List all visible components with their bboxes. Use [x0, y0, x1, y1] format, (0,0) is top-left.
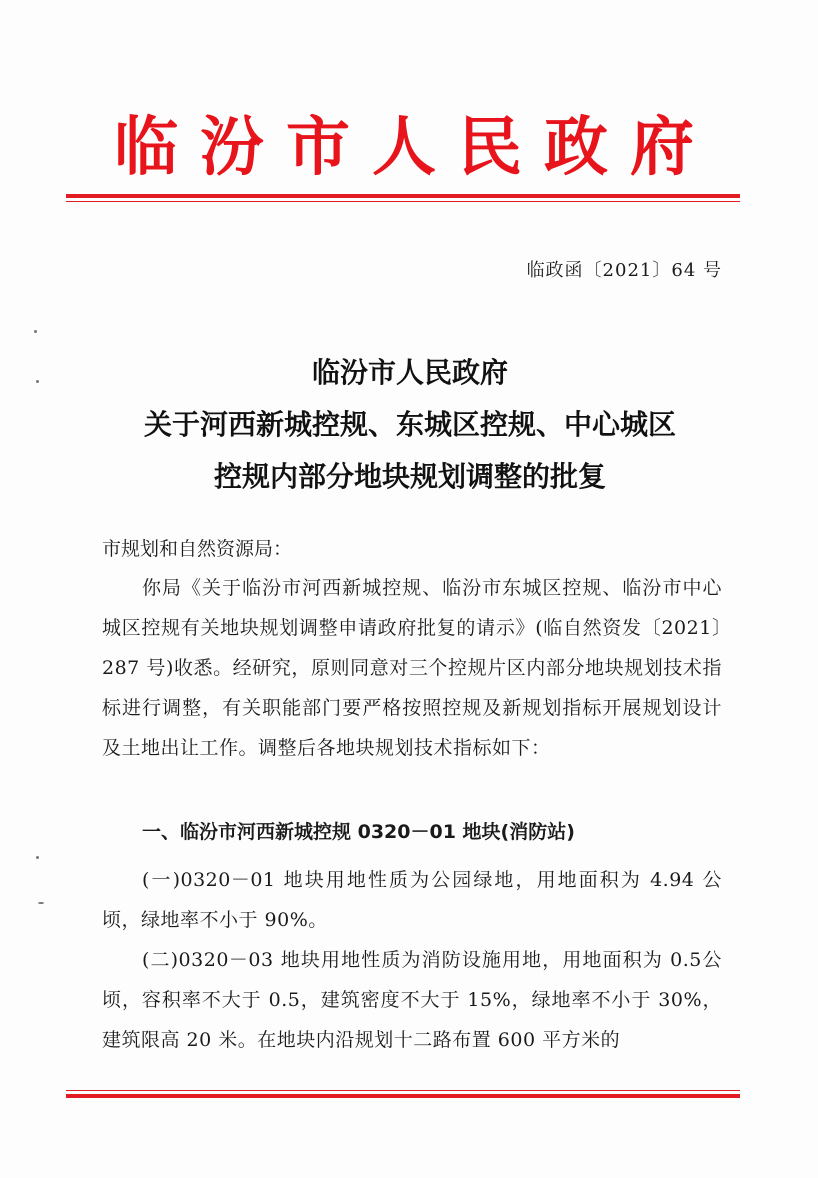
- masthead-red-rule: [66, 194, 740, 198]
- scan-speck: [38, 902, 44, 904]
- item-paragraph-1: (一)0320－01 地块用地性质为公园绿地，用地面积为 4.94 公顷，绿地率不小于 90%。: [102, 869, 722, 931]
- footer-red-rule-thin: [66, 1090, 740, 1091]
- masthead-org-name: 临汾市人民政府: [114, 110, 716, 185]
- section-heading-1: 一、临汾市河西新城控规 0320－01 地块(消防站): [142, 821, 575, 843]
- title-line-2: 关于河西新城控规、东城区控规、中心城区: [143, 408, 676, 441]
- title-line-1: 临汾市人民政府: [311, 356, 508, 389]
- title-line-3: 控规内部分地块规划调整的批复: [213, 460, 606, 493]
- footer-red-rule: [66, 1094, 740, 1098]
- addressee: 市规划和自然资源局：: [102, 538, 293, 560]
- item-paragraph-2: (二)0320－03 地块用地性质为消防设施用地，用地面积为 0.5公顷，容积率不大于 0.5，建筑密度不大于 15%，绿地率不小于 30%，建筑限高 20 米。在地块内沿规划十二路布置 600 平方米的: [102, 949, 722, 1051]
- scan-speck: [36, 380, 39, 383]
- body-paragraph-1: 你局《关于临汾市河西新城控规、临汾市东城区控规、临汾市中心城区控规有关地块规划调整申请政府批复的请示》(临自然资发〔2021〕287 号)收悉。经研究，原则同意对三个控规片区内部分地块规划技术指标进行调整，有关职能部门要严格按照控规及新规划指标开展规划设计及土地出让工作。调整后各地块规划技术指标如下：: [102, 577, 722, 759]
- masthead-red-rule-thin: [66, 201, 740, 202]
- scan-speck: [36, 856, 39, 859]
- document-number: 临政函〔2021〕64 号: [526, 260, 722, 281]
- scan-speck: [34, 330, 37, 333]
